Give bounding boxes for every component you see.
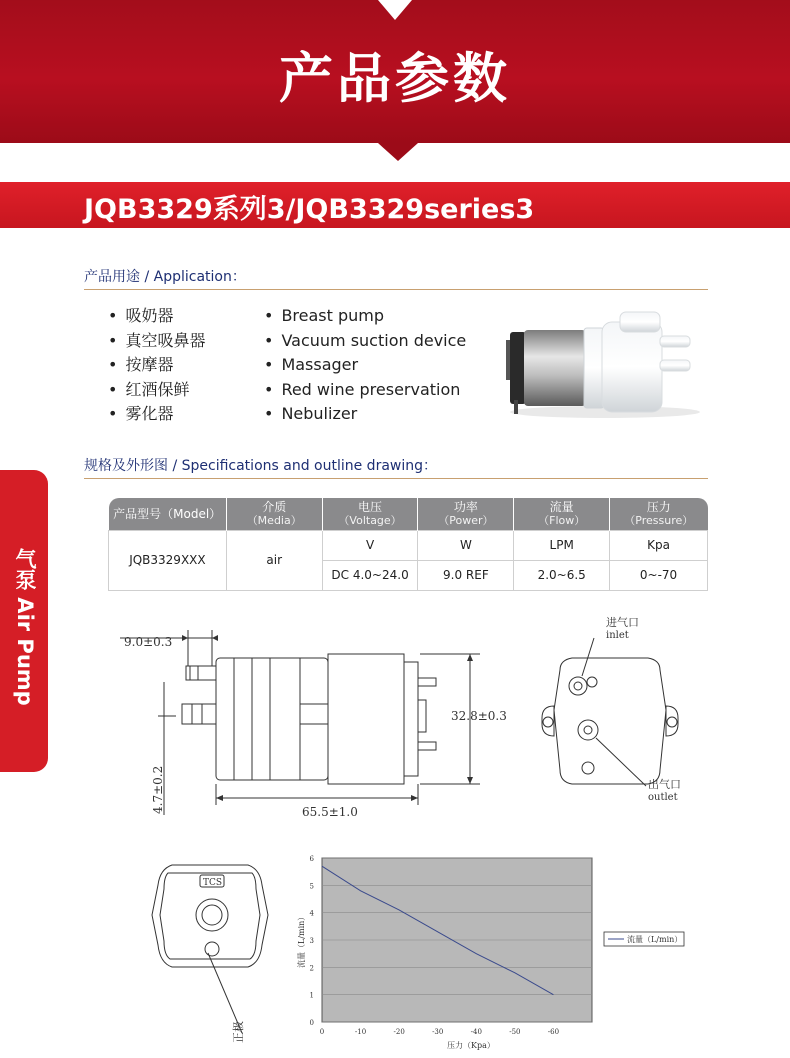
cell-media: air — [226, 530, 322, 590]
series-title: JQB3329系列3/JQB3329series3 — [84, 194, 535, 225]
dim-height-label: 32.8±0.3 — [451, 709, 507, 723]
table-row — [109, 530, 708, 560]
specs-heading — [84, 455, 708, 479]
cell-model: JQB3329XXX — [109, 530, 227, 590]
list-item: • Vacuum suction device — [264, 329, 466, 354]
header-pressure: 压力 （Pressure） — [610, 498, 708, 530]
inlet-label-zh: 进气口 — [606, 616, 639, 629]
brand-label: TCS — [203, 878, 223, 888]
application-heading-en: / Application： — [140, 269, 246, 285]
cell-value-voltage: DC 4.0~24.0 — [322, 560, 418, 590]
x-tick-label: -30 — [432, 1028, 444, 1036]
x-axis-label: 压力（Kpa） — [447, 1041, 495, 1050]
dim-side-label: 4.7±0.2 — [151, 765, 165, 814]
cell-unit-power: W — [418, 530, 514, 560]
y-tick-label: 6 — [309, 855, 314, 863]
header-power: 功率 （Power） — [418, 498, 514, 530]
rear-view-drawing — [150, 855, 280, 1050]
banner-notch-top — [378, 0, 412, 20]
list-item: • 吸奶器 — [108, 304, 205, 329]
spec-table-header — [109, 498, 708, 530]
series-bar — [0, 182, 790, 228]
cell-value-pressure: 0~-70 — [610, 560, 708, 590]
end-view-drawing — [520, 610, 710, 810]
flow-pressure-chart — [290, 850, 710, 1050]
top-banner — [0, 0, 790, 143]
cell-value-flow: 2.0~6.5 — [514, 560, 610, 590]
header-flow: 流量 （Flow） — [514, 498, 610, 530]
x-tick-label: -60 — [547, 1028, 560, 1036]
x-tick-labels — [320, 1028, 559, 1036]
header-voltage: 电压 （Voltage） — [322, 498, 418, 530]
x-tick-label: 0 — [319, 1028, 325, 1036]
y-tick-label: 0 — [309, 1019, 314, 1027]
y-tick-labels — [310, 855, 315, 1027]
list-item: • Red wine preservation — [264, 378, 466, 403]
list-item: • Breast pump — [264, 304, 466, 329]
x-tick-label: -40 — [470, 1028, 482, 1036]
list-item: • 红酒保鲜 — [108, 378, 205, 403]
y-tick-label: 3 — [309, 937, 314, 945]
cell-unit-pressure: Kpa — [610, 530, 708, 560]
y-tick-label: 1 — [309, 991, 314, 1000]
x-tick-label: -10 — [354, 1028, 367, 1036]
dim-top-label: 9.0±0.3 — [124, 635, 173, 649]
spec-table — [108, 498, 708, 591]
application-heading-zh: 产品用途 — [84, 269, 140, 285]
list-item: • 雾化器 — [108, 402, 205, 427]
list-item: • Massager — [264, 353, 466, 378]
list-item: • 真空吸鼻器 — [108, 329, 205, 354]
x-tick-label: -50 — [509, 1028, 521, 1036]
y-axis-label: 流量（L/min） — [297, 912, 306, 968]
positive-label: 正极 — [232, 1021, 245, 1043]
specs-heading-en: / Specifications and outline drawing： — [168, 458, 438, 474]
chart-legend — [604, 932, 684, 946]
y-tick-label: 4 — [309, 909, 314, 918]
header-model: 产品型号（Model） — [109, 498, 227, 530]
list-item: • Nebulizer — [264, 402, 466, 427]
outlet-label-en: outlet — [648, 792, 678, 803]
cell-unit-voltage: V — [322, 530, 418, 560]
application-list-en — [264, 304, 466, 427]
y-tick-label: 5 — [309, 882, 314, 891]
list-item: • 按摩器 — [108, 353, 205, 378]
banner-notch-bottom — [378, 143, 418, 161]
cell-unit-flow: LPM — [514, 530, 610, 560]
header-media: 介质 （Media） — [226, 498, 322, 530]
legend-entry: 流量（L/min） — [627, 935, 683, 944]
x-tick-label: -20 — [393, 1028, 405, 1036]
side-tab-label: 气泵 Air Pump — [13, 548, 37, 706]
side-tab — [0, 470, 48, 772]
page-title: 产品参数 — [279, 47, 511, 110]
inlet-label-en: inlet — [606, 630, 629, 641]
side-view-drawing — [120, 620, 507, 830]
pump-photo — [500, 300, 710, 420]
specs-heading-zh: 规格及外形图 — [84, 458, 168, 474]
application-list-zh — [108, 304, 205, 427]
cell-value-power: 9.0 REF — [418, 560, 514, 590]
outlet-label-zh: 出气口 — [648, 778, 681, 791]
dim-length-label: 65.5±1.0 — [302, 805, 358, 819]
y-tick-label: 2 — [309, 964, 314, 973]
application-heading — [84, 266, 708, 290]
